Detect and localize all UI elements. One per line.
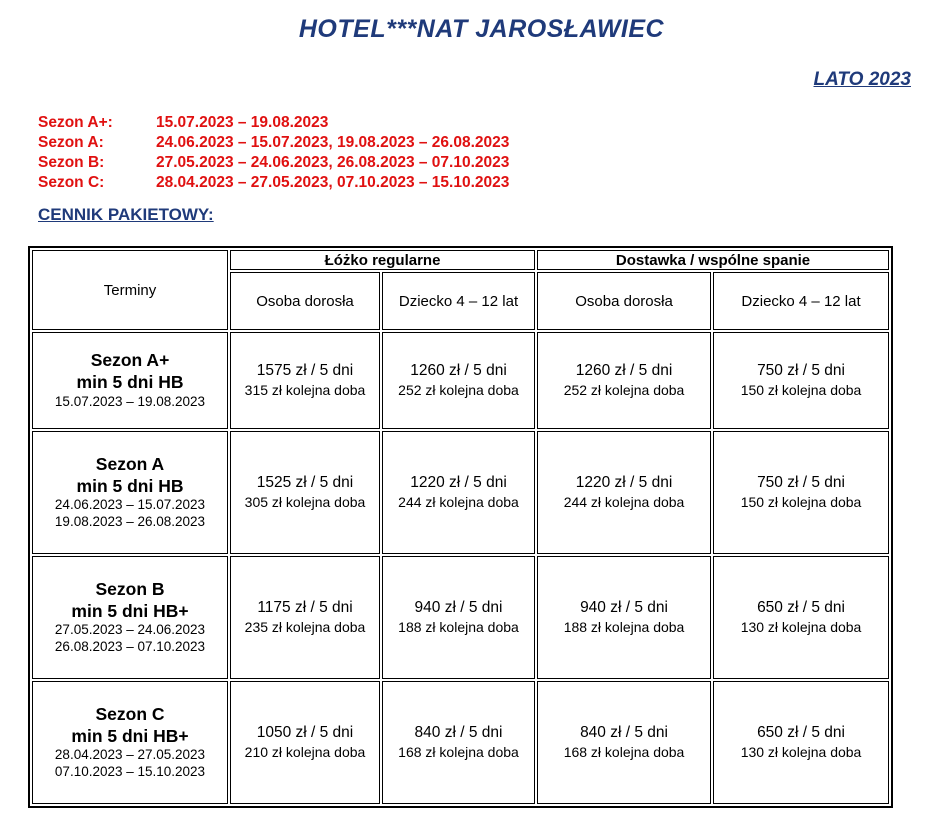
season-row: [38, 133, 509, 153]
column-header: Dziecko 4 – 12 lat: [713, 272, 889, 330]
column-header: Osoba dorosła: [230, 272, 380, 330]
price-cell: [382, 431, 535, 554]
table-row: [32, 431, 889, 554]
page-title: HOTEL***NAT JAROSŁAWIEC: [298, 15, 665, 43]
extra-night-price: 150 zł kolejna doba: [740, 382, 862, 399]
season-dates: 15.07.2023 – 19.08.2023: [156, 114, 329, 131]
season-title: Sezon A: [95, 453, 165, 474]
season-package: min 5 dni HB+: [71, 725, 189, 746]
extra-night-price: 130 zł kolejna doba: [740, 744, 862, 761]
season-date-range: 27.05.2023 – 24.06.2023: [54, 622, 206, 638]
season-row: [38, 113, 509, 133]
package-price: 1220 zł / 5 dni: [410, 474, 507, 492]
season-dates: 28.04.2023 – 27.05.2023, 07.10.2023 – 15.10.2023: [156, 174, 510, 191]
season-date-range: 26.08.2023 – 07.10.2023: [54, 639, 206, 655]
price-cell: [713, 556, 889, 679]
terminy-header: Terminy: [32, 250, 228, 330]
season-label: LATO 2023: [813, 69, 911, 90]
season-name: Sezon C:: [38, 174, 105, 191]
season-name: Sezon A+:: [38, 114, 113, 131]
season-cell: [32, 681, 228, 804]
extra-night-price: 168 zł kolejna doba: [398, 744, 519, 761]
extra-night-price: 188 zł kolejna doba: [563, 619, 685, 636]
package-price: 650 zł / 5 dni: [757, 599, 845, 617]
price-cell: [230, 332, 380, 429]
package-price: 1220 zł / 5 dni: [575, 474, 673, 492]
season-cell: [32, 556, 228, 679]
table-row: [32, 332, 889, 429]
package-price: 1175 zł / 5 dni: [257, 599, 353, 617]
price-cell: [382, 556, 535, 679]
season-name: Sezon B:: [38, 154, 105, 171]
group-header-regular-bed: Łóżko regularne: [230, 250, 535, 270]
season-date-range: 28.04.2023 – 27.05.2023: [54, 747, 206, 763]
price-cell: [230, 556, 380, 679]
group-header-extra-bed: Dostawka / wspólne spanie: [537, 250, 889, 270]
season-title: Sezon B: [95, 578, 165, 599]
season-name: Sezon A:: [38, 134, 104, 151]
price-cell: [713, 431, 889, 554]
season-list: [38, 113, 509, 193]
price-table: [28, 246, 893, 808]
package-price: 840 zł / 5 dni: [414, 724, 503, 742]
season-dates: 27.05.2023 – 24.06.2023, 26.08.2023 – 07.10.2023: [156, 154, 510, 171]
price-cell: [713, 681, 889, 804]
package-price: 940 zł / 5 dni: [580, 599, 668, 617]
extra-night-price: 252 zł kolejna doba: [398, 382, 519, 399]
extra-night-price: 244 zł kolejna doba: [563, 494, 685, 511]
extra-night-price: 168 zł kolejna doba: [563, 744, 685, 761]
column-header: Dziecko 4 – 12 lat: [382, 272, 535, 330]
season-package: min 5 dni HB+: [71, 600, 189, 621]
season-row: [38, 173, 509, 193]
price-cell: [230, 431, 380, 554]
section-title: CENNIK PAKIETOWY:: [38, 205, 214, 224]
package-price: 650 zł / 5 dni: [757, 724, 845, 742]
package-price: 750 zł / 5 dni: [757, 362, 845, 380]
package-price: 840 zł / 5 dni: [580, 724, 668, 742]
package-price: 1260 zł / 5 dni: [575, 362, 673, 380]
season-title: Sezon A+: [90, 350, 170, 371]
season-cell: [32, 332, 228, 429]
table-row: [32, 556, 889, 679]
extra-night-price: 244 zł kolejna doba: [398, 494, 519, 511]
season-date-range: 07.10.2023 – 15.10.2023: [54, 764, 206, 780]
season-row: [38, 153, 509, 173]
season-cell: [32, 431, 228, 554]
extra-night-price: 210 zł kolejna doba: [244, 744, 366, 761]
price-cell: [537, 332, 711, 429]
price-cell: [537, 681, 711, 804]
extra-night-price: 188 zł kolejna doba: [398, 619, 519, 636]
extra-night-price: 235 zł kolejna doba: [244, 619, 366, 636]
season-dates: 24.06.2023 – 15.07.2023, 19.08.2023 – 26.08.2023: [156, 134, 510, 151]
package-price: 1575 zł / 5 dni: [256, 362, 354, 380]
extra-night-price: 305 zł kolejna doba: [244, 494, 366, 511]
price-cell: [230, 681, 380, 804]
extra-night-price: 315 zł kolejna doba: [244, 382, 366, 399]
extra-night-price: 130 zł kolejna doba: [740, 619, 862, 636]
package-price: 1260 zł / 5 dni: [410, 362, 507, 380]
extra-night-price: 252 zł kolejna doba: [563, 382, 685, 399]
price-cell: [382, 332, 535, 429]
column-header: Osoba dorosła: [537, 272, 711, 330]
package-price: 940 zł / 5 dni: [414, 599, 503, 617]
price-cell: [382, 681, 535, 804]
season-package: min 5 dni HB: [76, 475, 184, 496]
table-group-header-row: [32, 250, 889, 270]
package-price: 750 zł / 5 dni: [757, 474, 845, 492]
price-cell: [537, 431, 711, 554]
package-price: 1050 zł / 5 dni: [256, 724, 354, 742]
season-title: Sezon C: [95, 703, 165, 724]
extra-night-price: 150 zł kolejna doba: [740, 494, 862, 511]
season-date-range: 19.08.2023 – 26.08.2023: [54, 514, 206, 530]
table-row: [32, 681, 889, 804]
price-cell: [537, 556, 711, 679]
price-cell: [713, 332, 889, 429]
season-package: min 5 dni HB: [76, 372, 184, 393]
season-date-range: 24.06.2023 – 15.07.2023: [54, 497, 206, 513]
season-date-range: 15.07.2023 – 19.08.2023: [54, 393, 206, 409]
package-price: 1525 zł / 5 dni: [256, 474, 354, 492]
